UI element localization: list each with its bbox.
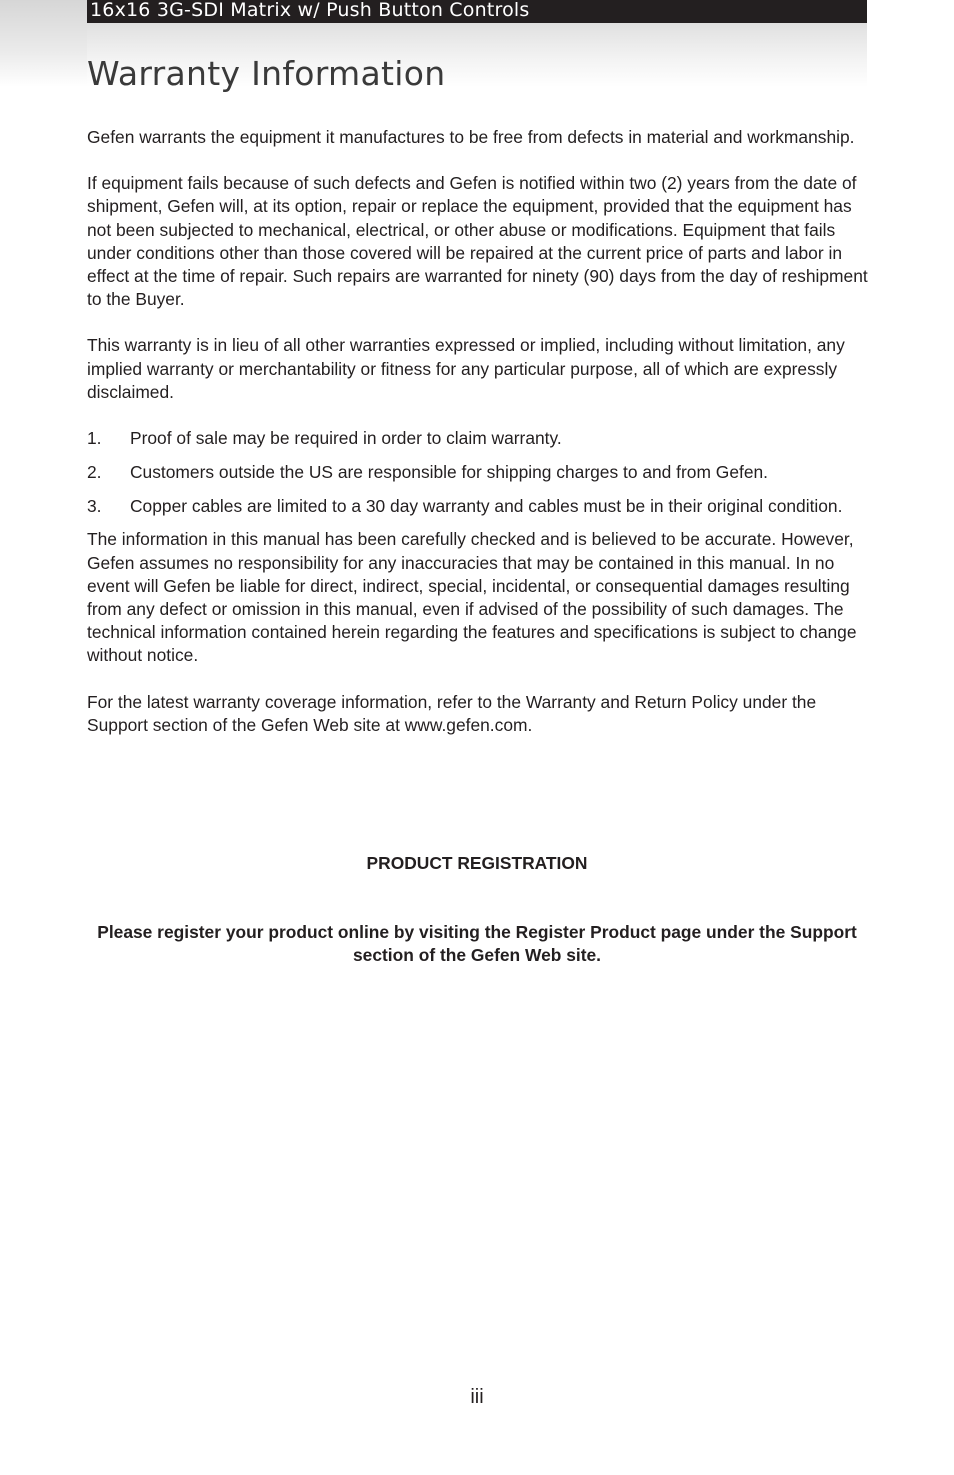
list-item-number: 2. — [87, 461, 102, 482]
list-item-number: 1. — [87, 428, 102, 449]
list-item — [87, 461, 872, 484]
header-fade — [0, 0, 87, 87]
list-item-text: Copper cables are limited to a 30 day warranty and cables must be in their original condition. — [130, 495, 843, 516]
warranty-content — [87, 126, 872, 760]
page-number: iii — [470, 1386, 484, 1408]
list-item-number: 3. — [87, 495, 102, 516]
paragraph-liability: The information in this manual has been carefully checked and is believed to be accurate. However, Gefen assumes no responsibility for any inaccuracies that may be contained in this manual. In no event will Gefen be liable for direct, indirect, special, incidental, or consequential damages resulting from any defect or omission in this manual, even if advised of the possibility of such damages. The technical information contained herein regarding the features and specifications is subject to change without notice. — [87, 529, 857, 666]
warranty-conditions-list — [87, 427, 872, 518]
paragraph-latest-coverage: For the latest warranty coverage information, refer to the Warranty and Return Policy under the Support section of the Gefen Web site at www.gefen.com. — [87, 691, 817, 735]
registration-heading: PRODUCT REGISTRATION — [366, 853, 588, 873]
list-item-text: Proof of sale may be required in order to claim warranty. — [130, 428, 562, 449]
list-item — [87, 427, 872, 450]
paragraph-disclaimer: This warranty is in lieu of all other warranties expressed or implied, including without limitation, any implied warranty or merchantability or fitness for any particular purpose, all of which are expressly disclaimed. — [87, 335, 845, 402]
product-title: 16x16 3G-SDI Matrix w/ Push Button Controls — [90, 0, 530, 21]
paragraph-defects: Gefen warrants the equipment it manufactures to be free from defects in material and workmanship. — [87, 127, 855, 147]
registration-text: Please register your product online by visiting the Register Product page under the Support section of the Gefen Web site. — [97, 922, 857, 966]
list-item — [87, 495, 872, 518]
product-title-bar — [87, 0, 867, 23]
page-title: Warranty Information — [87, 54, 446, 93]
paragraph-repair-terms: If equipment fails because of such defects and Gefen is notified within two (2) years from the date of shipment, Gefen will, at its option, repair or replace the equipment, provided that the equipment has not been subjected to mechanical, electrical, or other abuse or modifications. Equipment that fails under conditions other than those covered will be repaired at the current price of parts and labor in effect at the time of repair. Such repairs are warranted for ninety (90) days from the day of reshipment to the Buyer. — [87, 173, 868, 310]
list-item-text: Customers outside the US are responsible for shipping charges to and from Gefen. — [130, 461, 768, 482]
